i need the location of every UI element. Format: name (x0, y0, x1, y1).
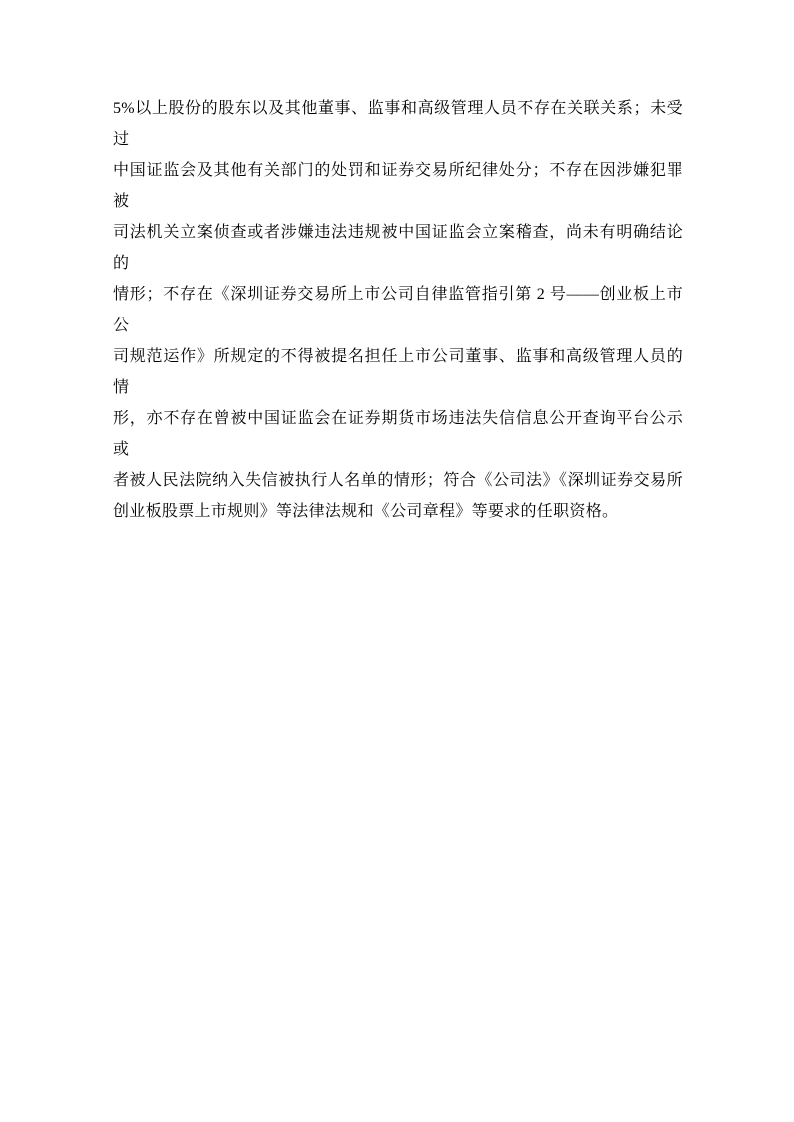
text-line: 司法机关立案侦查或者涉嫌违法违规被中国证监会立案稽查，尚未有明确结论的 (113, 224, 683, 272)
text-line: 5%以上股份的股东以及其他董事、监事和高级管理人员不存在关联关系；未受过 (113, 100, 683, 148)
paragraph-continuation (113, 93, 683, 527)
text-line: 者被人民法院纳入失信被执行人名单的情形；符合《公司法》《深圳证券交易所 (113, 472, 683, 489)
text-line: 中国证监会及其他有关部门的处罚和证券交易所纪律处分；不存在因涉嫌犯罪被 (113, 162, 683, 210)
text-line: 情形；不存在《深圳证券交易所上市公司自律监管指引第 2 号——创业板上市公 (113, 286, 683, 334)
text-line: 创业板股票上市规则》等法律法规和《公司章程》等要求的任职资格。 (113, 503, 619, 520)
text-line: 形，亦不存在曾被中国证监会在证券期货市场违法失信信息公开查询平台公示或 (113, 410, 683, 458)
text-line: 司规范运作》所规定的不得被提名担任上市公司董事、监事和高级管理人员的情 (113, 348, 683, 396)
